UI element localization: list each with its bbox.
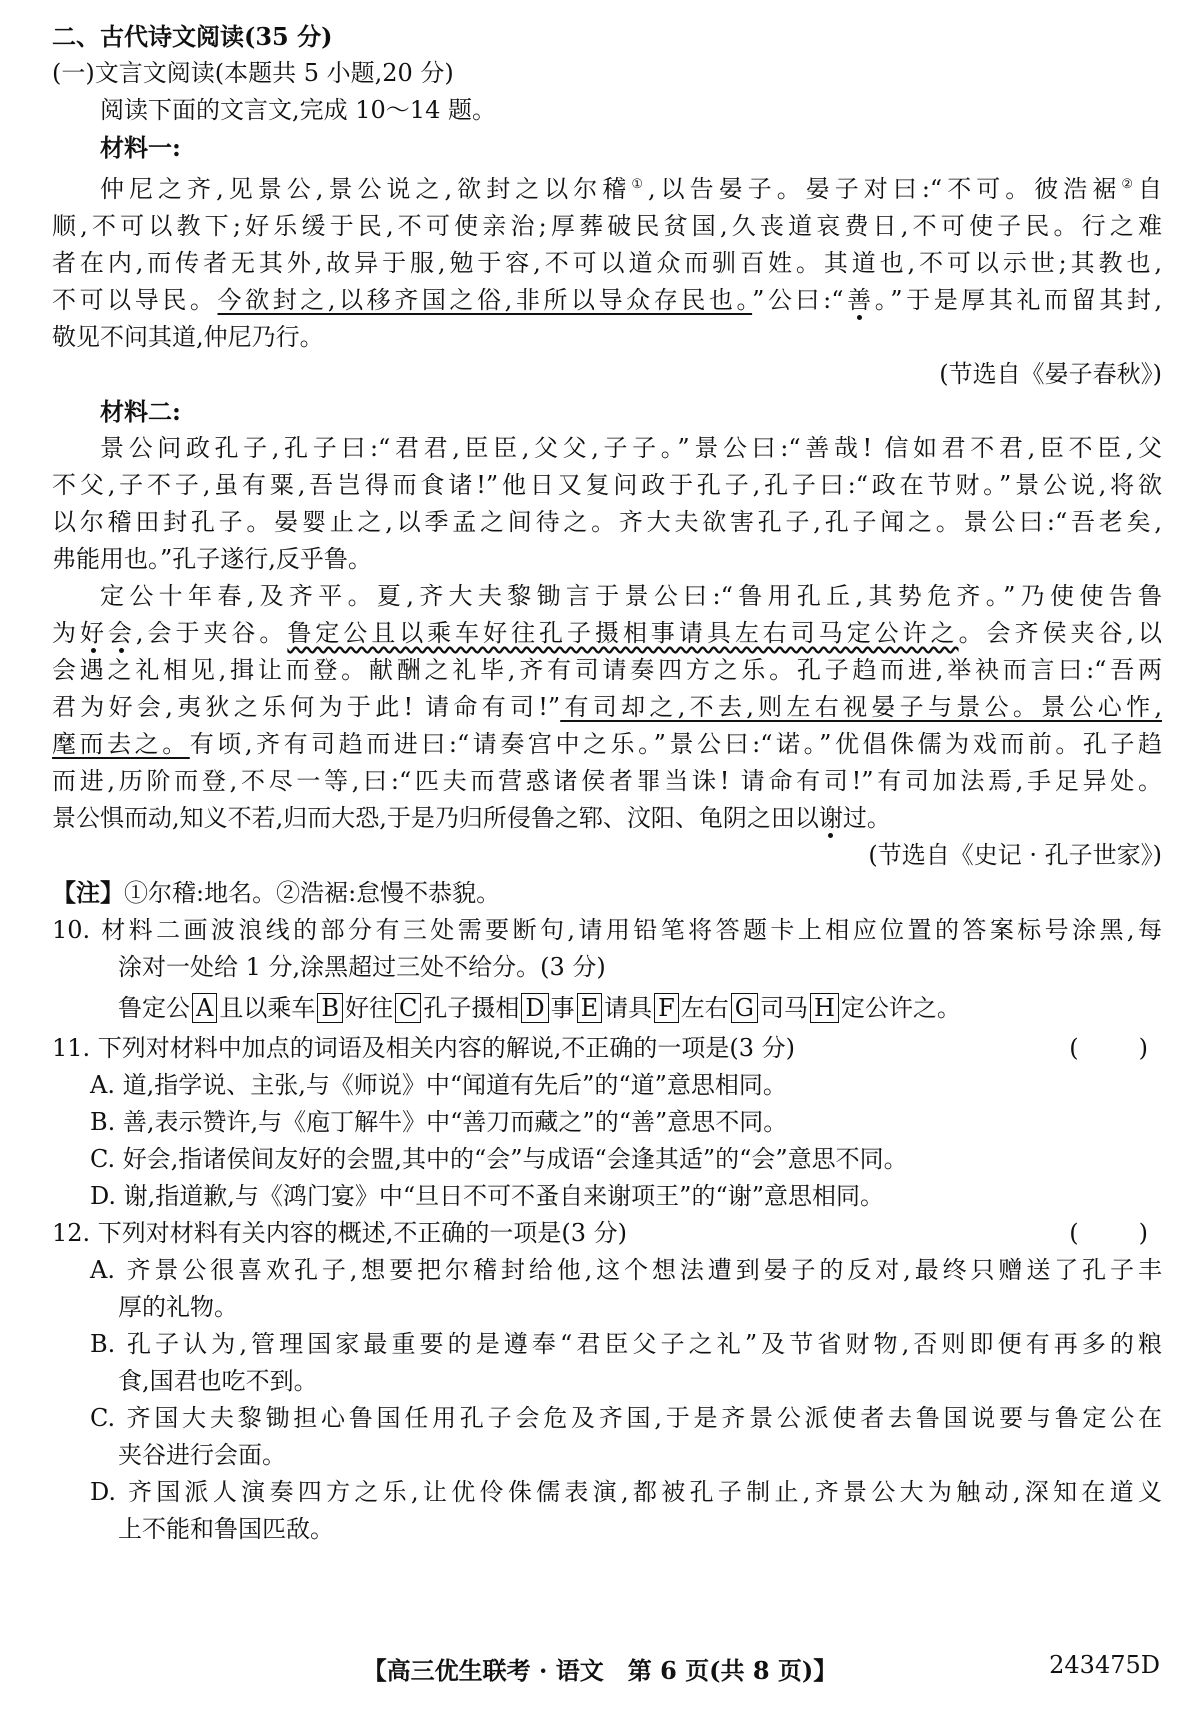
question-12-option-c: C. 齐国大夫黎锄担心鲁国任用孔子会危及齐国,于是齐景公派使者去鲁国说要与鲁定公在 bbox=[90, 1404, 1162, 1432]
answer-box-d[interactable]: D bbox=[521, 993, 548, 1023]
m1-line: 者在内,而传者无其外,故异于服,勉于容,不可以道众而驯百姓。其道也,不可以示世;其教也, bbox=[52, 249, 1162, 277]
question-11-option-c: C. 好会,指诸侯间友好的会盟,其中的“会”与成语“会逢其适”的“会”意思不同。 bbox=[90, 1145, 908, 1173]
question-12-option-b: B. 孔子认为,管理国家最重要的是遵奉“君臣父子之礼”及节省财物,否则即便有再多的粮 bbox=[90, 1330, 1162, 1358]
question-12-option-b-cont: 食,国君也吃不到。 bbox=[118, 1367, 318, 1395]
section-title: 二、古代诗文阅读(35 分) bbox=[52, 22, 333, 51]
answer-box-c[interactable]: C bbox=[395, 993, 421, 1023]
question-10-segments: 鲁定公 A 且以乘车 B 好往 C 孔子摄相 D 事 E 请具 F 左右 G 司马 H 定公许之。 bbox=[118, 994, 961, 1022]
answer-box-b[interactable]: B bbox=[317, 993, 343, 1023]
answer-parentheses[interactable]: ( ) bbox=[1069, 1034, 1152, 1062]
answer-box-a[interactable]: A bbox=[192, 993, 217, 1023]
m1-line: 不可以导民。今欲封之,以移齐国之俗,非所以导众存民也。”公曰:“善。”于是厚其礼而留其封, bbox=[52, 286, 1163, 314]
question-10-stem: 10. 材料二画波浪线的部分有三处需要断句,请用铅笔将答题卡上相应位置的答案标号涂黑,每 bbox=[52, 916, 1162, 944]
m2-line: 弗能用也。”孔子遂行,反乎鲁。 bbox=[52, 545, 372, 573]
dotted-word: 谢 bbox=[818, 804, 843, 832]
footer-exam-info: 【高三优生联考 · 语文 第 6 页(共 8 页)】 bbox=[362, 1656, 838, 1685]
m2-line: 君为好会,夷狄之乐何为于此! 请命有司!”有司却之,不去,则左右视晏子与景公。景公心怍, bbox=[52, 693, 1162, 721]
question-12-option-a: A. 齐景公很喜欢孔子,想要把尔稽封给他,这个想法遭到晏子的反对,最终只赠送了孔子丰 bbox=[90, 1256, 1162, 1284]
question-12-option-d-cont: 上不能和鲁国匹敌。 bbox=[118, 1515, 334, 1543]
question-12-option-a-cont: 厚的礼物。 bbox=[118, 1293, 238, 1321]
question-11-stem: 11. 下列对材料中加点的词语及相关内容的解说,不正确的一项是(3 分) ( ) bbox=[52, 1030, 1162, 1067]
m1-line: 敬见不问其道,仲尼乃行。 bbox=[52, 323, 324, 351]
underlined-sentence: 有司却之,不去,则左右视晏子与景公。景公心怍, bbox=[560, 693, 1162, 721]
m2-line: 景公惧而动,知义不若,归而大恐,于是乃归所侵鲁之郓、汶阳、龟阴之田以谢过。 bbox=[52, 804, 891, 832]
question-11-option-a: A. 道,指学说、主张,与《师说》中“闻道有先后”的“道”意思相同。 bbox=[90, 1071, 787, 1099]
question-11-option-b: B. 善,表示赞许,与《庖丁解牛》中“善刀而藏之”的“善”意思不同。 bbox=[90, 1108, 788, 1136]
m2-line: 以尔稽田封孔子。晏婴止之,以季孟之间待之。齐大夫欲害孔子,孔子闻之。景公曰:“吾老矣, bbox=[52, 508, 1162, 536]
answer-box-g[interactable]: G bbox=[731, 993, 758, 1023]
question-12-stem: 12. 下列对材料有关内容的概述,不正确的一项是(3 分) ( ) bbox=[52, 1215, 1162, 1252]
underlined-sentence: 今欲封之,以移齐国之俗,非所以导众存民也。 bbox=[217, 286, 753, 314]
answer-box-e[interactable]: E bbox=[577, 993, 603, 1023]
dotted-word: 会 bbox=[107, 619, 136, 647]
material-two-text bbox=[52, 430, 1162, 837]
m2-line: 会遇之礼相见,揖让而登。献酬之礼毕,齐有司请奏四方之乐。孔子趋而进,举袂而言曰:“吾两 bbox=[52, 656, 1162, 684]
footer-code: 243475D bbox=[1049, 1651, 1160, 1679]
m2-line: 为好会,会于夹谷。鲁定公且以乘车好往孔子摄相事请具左右司马定公许之。会齐侯夹谷,以 bbox=[52, 619, 1162, 647]
m2-line: 定公十年春,及齐平。夏,齐大夫黎锄言于景公曰:“鲁用孔丘,其势危齐。”乃使使告鲁 bbox=[100, 582, 1162, 610]
answer-parentheses[interactable]: ( ) bbox=[1069, 1219, 1152, 1247]
m2-line: 麾而去之。有顷,齐有司趋而进曰:“请奏宫中之乐。”景公曰:“诺。”优倡侏儒为戏而前。孔子趋 bbox=[52, 730, 1163, 758]
answer-box-f[interactable]: F bbox=[654, 993, 679, 1023]
m2-line: 不父,子不子,虽有粟,吾岂得而食诸!”他日又复问政于孔子,孔子曰:“政在节财。”景公说,将欲 bbox=[52, 471, 1162, 499]
material-one-label: 材料一: bbox=[100, 133, 181, 162]
instruction: 阅读下面的文言文,完成 10～14 题。 bbox=[100, 96, 496, 124]
answer-box-h[interactable]: H bbox=[810, 993, 839, 1023]
material-one-text bbox=[52, 166, 1162, 356]
question-12-option-c-cont: 夹谷进行会面。 bbox=[118, 1441, 286, 1469]
question-12-option-d: D. 齐国派人演奏四方之乐,让优伶侏儒表演,都被孔子制止,齐景公大为触动,深知在道义 bbox=[90, 1478, 1162, 1506]
material-two-source: (节选自《史记 · 孔子世家》) bbox=[868, 841, 1162, 869]
underlined-sentence: 麾而去之。 bbox=[52, 730, 190, 758]
annotation-note: 【注】①尔稽:地名。②浩裾:怠慢不恭貌。 bbox=[52, 878, 501, 907]
dotted-word: 好 bbox=[79, 619, 108, 647]
m2-line: 而进,历阶而登,不尽一等,曰:“匹夫而营惑诸侯者罪当诛! 请命有司!”有司加法焉,手足异处。 bbox=[52, 767, 1162, 795]
m2-line: 景公问政孔子,孔子曰:“君君,臣臣,父父,子子。”景公曰:“善哉! 信如君不君,臣不臣,父 bbox=[100, 434, 1162, 462]
question-10-stem-cont: 涂对一处给 1 分,涂黑超过三处不给分。(3 分) bbox=[118, 953, 606, 981]
m1-line: 顺,不可以教下;好乐缓于民,不可使亲治;厚葬破民贫国,久丧道哀费日,不可使子民。行之难 bbox=[52, 212, 1162, 240]
material-one-source: (节选自《晏子春秋》) bbox=[939, 360, 1162, 388]
exam-page bbox=[52, 18, 1162, 1548]
question-11-option-d: D. 谢,指道歉,与《鸿门宴》中“旦日不可不蚤自来谢项王”的“谢”意思相同。 bbox=[90, 1182, 884, 1210]
dotted-word: 善 bbox=[843, 286, 875, 314]
subsection-title: (一)文言文阅读(本题共 5 小题,20 分) bbox=[52, 59, 454, 87]
material-two-label: 材料二: bbox=[100, 397, 181, 426]
m1-line: 仲尼之齐,见景公,景公说之,欲封之以尔稽①,以告晏子。晏子对曰:“不可。彼浩裾②自 bbox=[100, 175, 1163, 203]
wavy-underlined-sentence: 鲁定公且以乘车好往孔子摄相事请具左右司马定公许之 bbox=[287, 619, 959, 647]
